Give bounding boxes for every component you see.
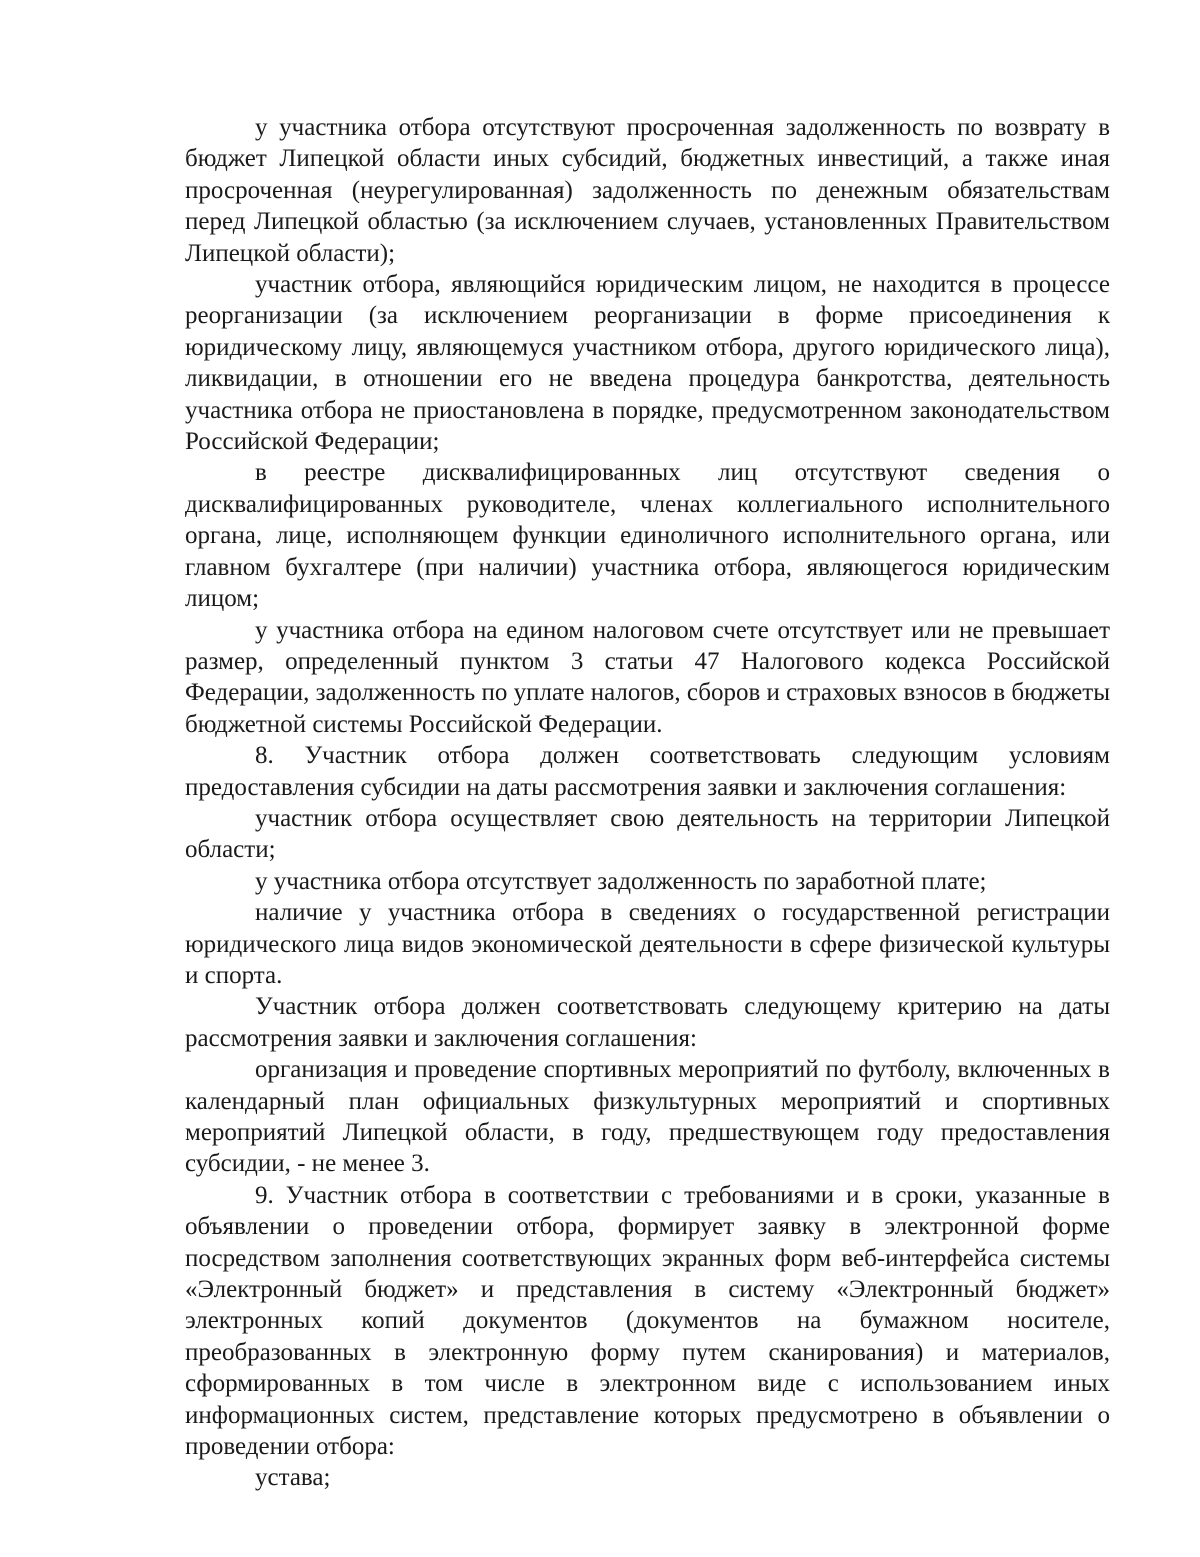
paragraph-disqualified-persons: в реестре дисквалифицированных лиц отсутствуют сведения о дисквалифицированных руководителе, членах коллегиального исполнительного органа, лице, исполняющем функции единоличного исполнительного органа, или главном бухгалтере (при наличии) участника отбора, являющегося юридическим лицом; [185, 459, 1110, 613]
paragraph-activity-types: наличие у участника отбора в сведениях о государственной регистрации юридического лица видов экономической деятельности в сфере физической культуры и спорта. [185, 899, 1110, 989]
paragraph-territory: участник отбора осуществляет свою деятельность на территории Липецкой области; [185, 804, 1110, 864]
paragraph-salary-debt: у участника отбора отсутствует задолженность по заработной плате; [255, 867, 987, 895]
paragraph-reorganization: участник отбора, являющийся юридическим лицом, не находится в процессе реорганизации (за исключением реорганизации в форме присоединения к юридическому лицу, являющемуся участником отбора, другого юридического лица), ликвидации, в отношении его не введена процедура банкротства, деятельность участника отбора не приостановлена в порядке, предусмотренном законодательством Российской Федерации; [185, 271, 1110, 456]
document-body [185, 112, 1110, 1494]
paragraph-overdue-debt: у участника отбора отсутствуют просроченная задолженность по возврату в бюджет Липецкой области иных субсидий, бюджетных инвестиций, а также иная просроченная (неурегулированная) задолженность по денежным обязательствам перед Липецкой областью (за исключением случаев, установленных Правительством Липецкой области); [185, 114, 1110, 267]
paragraph-charter: устава; [255, 1464, 331, 1492]
paragraph-item-8: 8. Участник отбора должен соответствовать следующим условиям предоставления субсидии на даты рассмотрения заявки и заключения соглашения: [185, 742, 1110, 801]
paragraph-criterion: Участник отбора должен соответствовать следующему критерию на даты рассмотрения заявки и заключения соглашения: [185, 993, 1110, 1052]
paragraph-item-9: 9. Участник отбора в соответствии с требованиями и в сроки, указанные в объявлении о проведении отбора, формирует заявку в электронной форме посредством заполнения соответствующих экранных форм веб-интерфейса системы «Электронный бюджет» и представления в систему «Электронный бюджет» электронных копий документов (документов на бумажном носителе, преобразованных в электронную форму путем сканирования) и материалов, сформированных в том числе в электронном виде с использованием иных информационных систем, представление которых предусмотрено в объявлении о проведении отбора: [185, 1181, 1110, 1461]
paragraph-tax-account: у участника отбора на едином налоговом счете отсутствует или не превышает размер, определенный пунктом 3 статьи 47 Налогового кодекса Российской Федерации, задолженность по уплате налогов, сборов и страховых взносов в бюджеты бюджетной системы Российской Федерации. [185, 616, 1110, 738]
paragraph-sports-events: организация и проведение спортивных мероприятий по футболу, включенных в календарный план официальных физкультурных мероприятий и спортивных мероприятий Липецкой области, в году, предшествующем году предоставления субсидии, - не менее 3. [185, 1056, 1110, 1178]
